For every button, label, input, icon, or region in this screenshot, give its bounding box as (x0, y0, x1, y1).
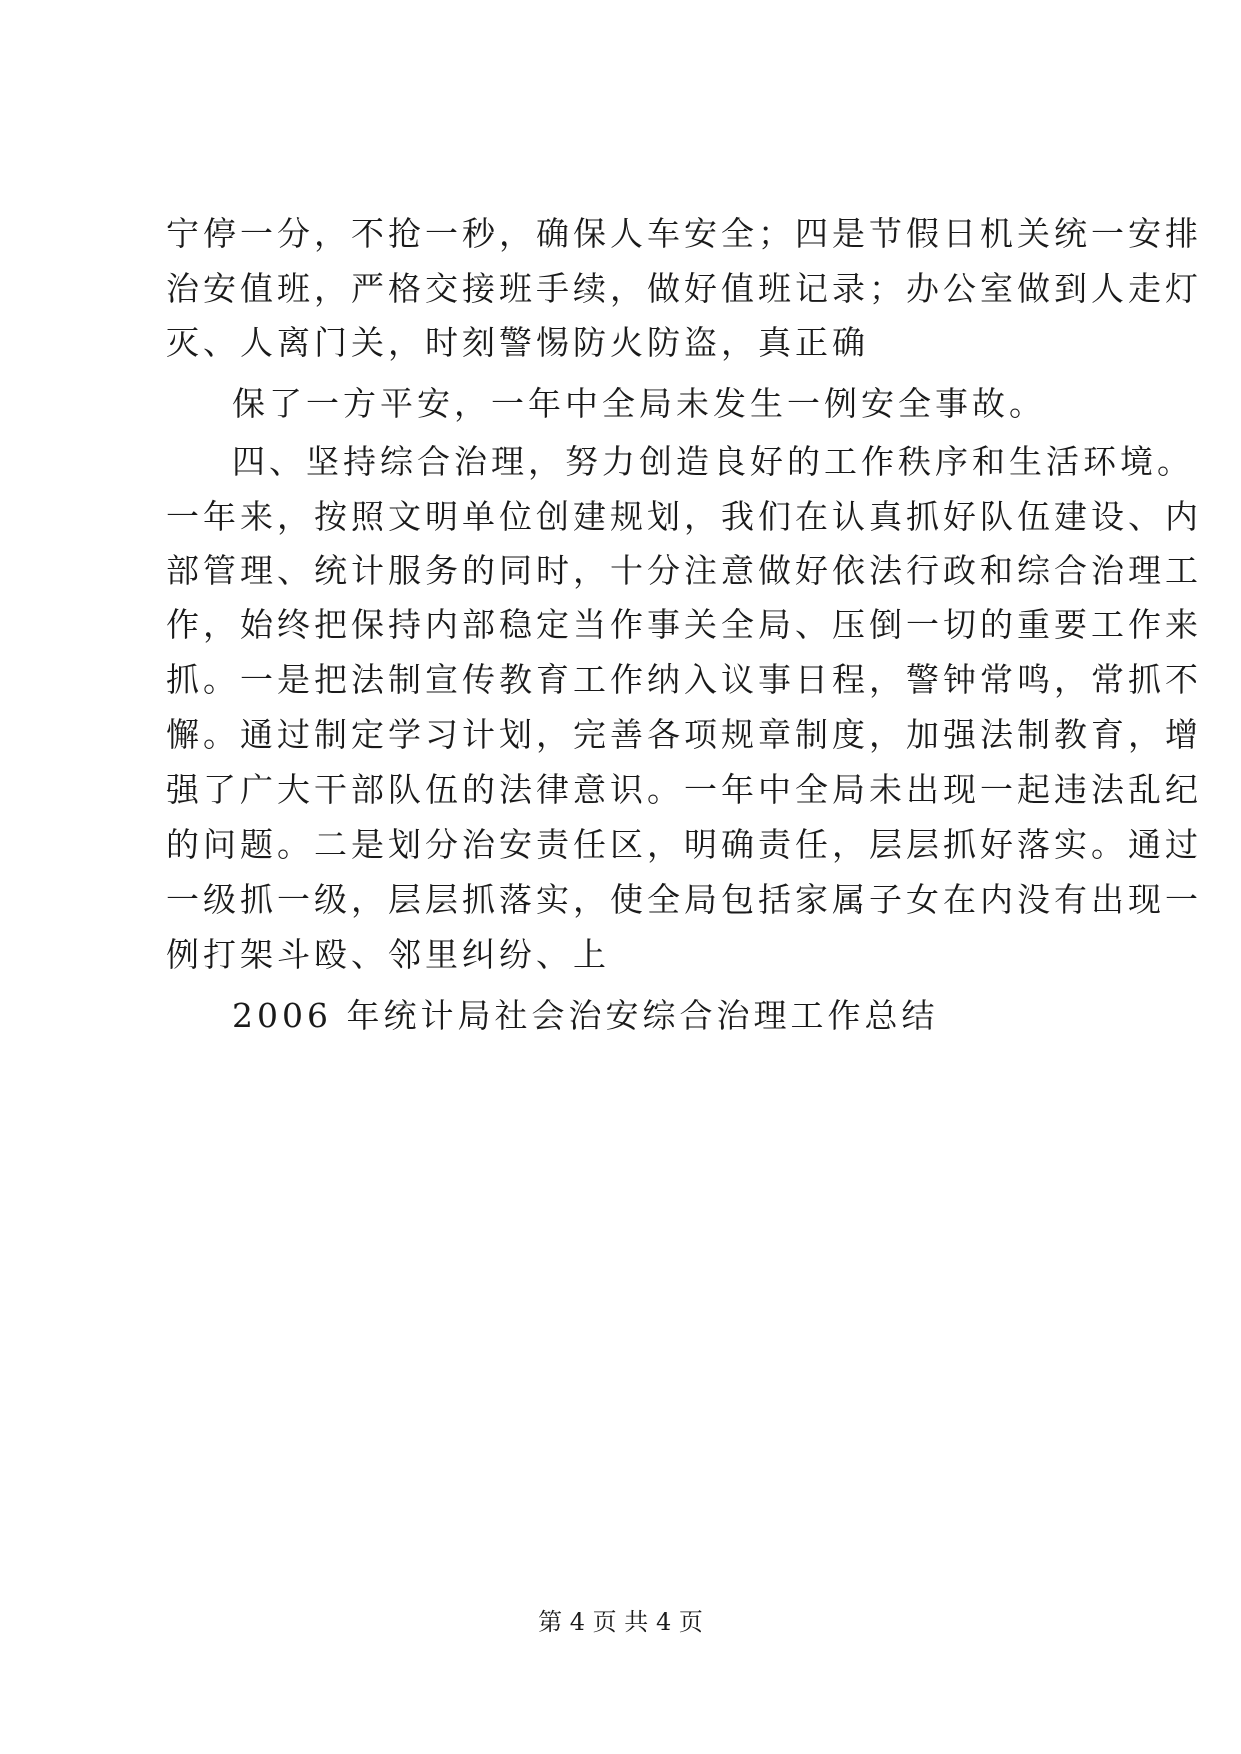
body-text-line: 宁停一分，不抢一秒，确保人车安全；四是节假日机关统一安排 (166, 214, 1202, 253)
body-text-line: 一年来，按照文明单位创建规划，我们在认真抓好队伍建设、内 (166, 497, 1202, 536)
document-title-line: 2006 年统计局社会治安综合治理工作总结 (232, 996, 939, 1035)
section-heading-line: 四、坚持综合治理，努力创造良好的工作秩序和生活环境。 (232, 442, 1194, 481)
body-text-line: 的问题。二是划分治安责任区，明确责任，层层抓好落实。通过 (166, 825, 1202, 864)
body-text-line: 一级抓一级，层层抓落实，使全局包括家属子女在内没有出现一 (166, 880, 1202, 919)
body-text-line: 治安值班，严格交接班手续，做好值班记录；办公室做到人走灯 (166, 269, 1202, 308)
body-text-line: 部管理、统计服务的同时，十分注意做好依法行政和综合治理工 (166, 551, 1202, 590)
body-text-line: 灭、人离门关，时刻警惕防火防盗，真正确 (166, 323, 869, 362)
body-text-line: 强了广大干部队伍的法律意识。一年中全局未出现一起违法乱纪 (166, 770, 1202, 809)
body-text-line: 保了一方平安，一年中全局未发生一例安全事故。 (232, 384, 1046, 423)
body-text-line: 例打架斗殴、邻里纠纷、上 (166, 935, 610, 974)
body-text-line: 懈。通过制定学习计划，完善各项规章制度，加强法制教育，增 (166, 715, 1202, 754)
page-footer: 第 4 页 共 4 页 (538, 1608, 703, 1636)
body-text-line: 作，始终把保持内部稳定当作事关全局、压倒一切的重要工作来 (166, 605, 1202, 644)
body-text-line: 抓。一是把法制宣传教育工作纳入议事日程，警钟常鸣，常抓不 (166, 660, 1202, 699)
